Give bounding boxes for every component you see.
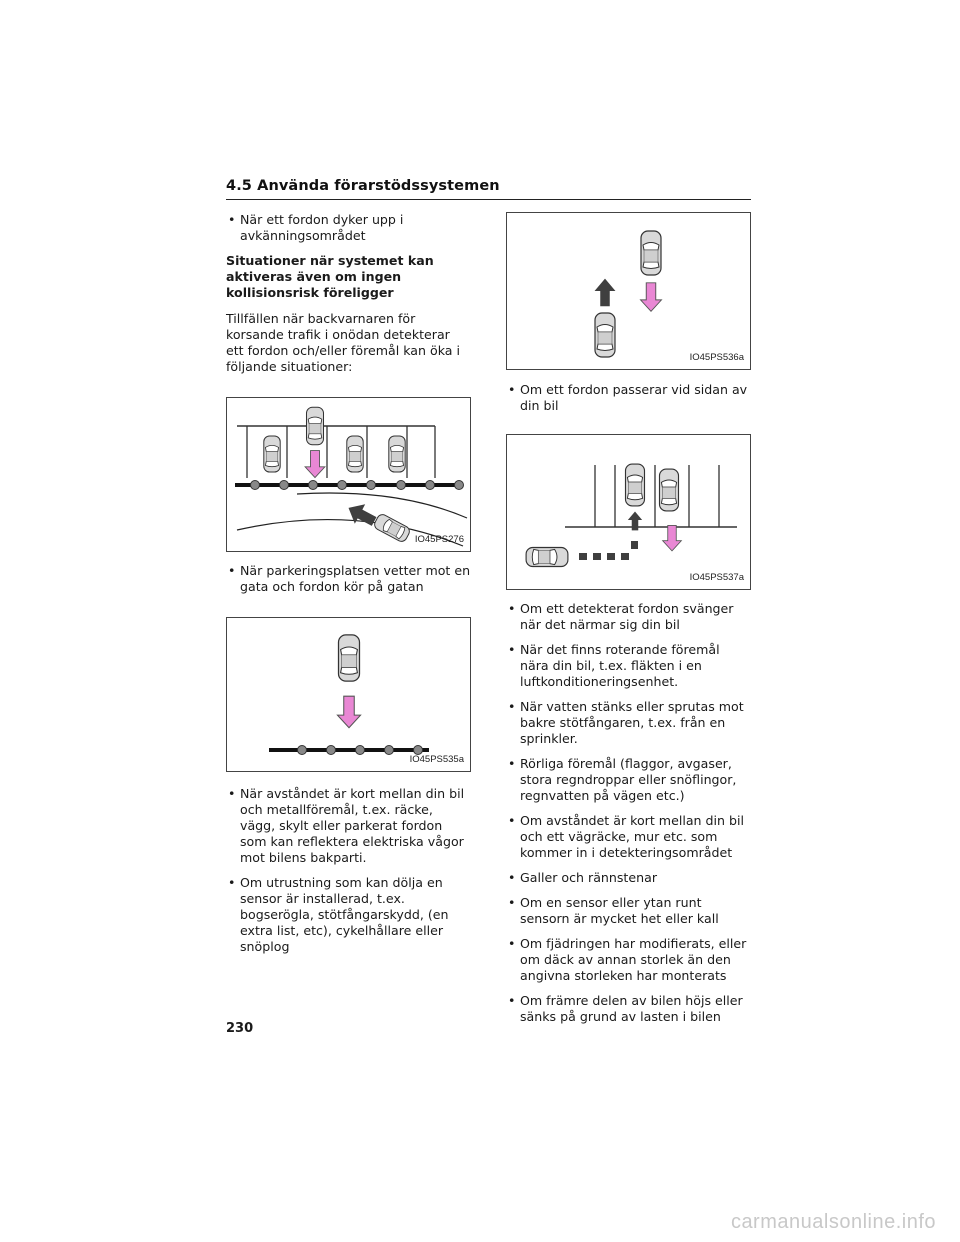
left-column [226,212,471,964]
section-header [226,178,751,200]
parking-street-diagram [227,398,472,553]
figure-side-vehicle [506,434,751,590]
bullet-item: • När parkeringsplatsen vetter mot en gata och fordon kör på gatan [226,563,471,595]
page-number: 230 [226,1021,254,1036]
figure-code: IO45PS536a [689,352,744,363]
figure-code: IO45PS537a [689,572,744,583]
bullet-item: • Om utrustning som kan dölja en sensor är installerad, t.ex. bogserögla, stötfångarskydd, (en extra list, etc), cykelhållare eller snöplog [226,875,471,955]
right-column [506,212,751,1034]
figure-code: IO45PS276 [414,534,464,545]
header-divider [226,199,751,200]
section-title: 4.5 Använda förarstödssystemen [226,178,500,194]
bullet-item: • Om ett detekterat fordon svänger när det närmar sig din bil [506,601,751,633]
figure-passing-vehicle [506,212,751,370]
passing-vehicle-diagram [507,213,752,371]
intro-paragraph: Tillfällen när backvarnaren för korsande trafik i onödan detekterar ett fordon och/eller föremål kan öka i följande situationer: [226,311,460,374]
figure-code: IO45PS535a [409,754,464,765]
bullet-item: • Om ett fordon passerar vid sidan av din bil [506,382,751,414]
bullet-item: • Om en sensor eller ytan runt sensorn är mycket het eller kall [506,895,751,927]
watermark: carmanualsonline.info [730,1211,936,1233]
subheading: Situationer när systemet kan aktiveras även om ingen kollisionsrisk föreligger [226,253,434,300]
bullet-item: • När ett fordon dyker upp i avkänningsområdet [226,212,471,244]
side-vehicle-diagram [507,435,752,591]
bullet-item: • Om fjädringen har modifierats, eller om däck av annan storlek än den angivna storleken har monterats [506,936,751,984]
figure-parked-back [226,617,471,772]
bullet-item: • När avståndet är kort mellan din bil och metallföremål, t.ex. räcke, vägg, skylt eller parkerat fordon som kan reflektera elektriska vågor mot bilens bakparti. [226,786,471,866]
bullet-item: • Om avståndet är kort mellan din bil och ett vägräcke, mur etc. som kommer in i detekteringsområdet [506,813,751,861]
bullet-item: • När vatten stänks eller sprutas mot bakre stötfångaren, t.ex. från en sprinkler. [506,699,751,747]
bullet-item: • När det finns roterande föremål nära din bil, t.ex. fläkten i en luftkonditioneringsenhet. [506,642,751,690]
bullet-item: • Rörliga föremål (flaggor, avgaser, stora regndroppar eller snöflingor, regnvatten på vägen etc.) [506,756,751,804]
parked-back-diagram [227,618,472,773]
figure-parking-street [226,397,471,552]
bullet-item: • Galler och rännstenar [506,870,751,886]
bullet-item: • Om främre delen av bilen höjs eller sänks på grund av lasten i bilen [506,993,751,1025]
